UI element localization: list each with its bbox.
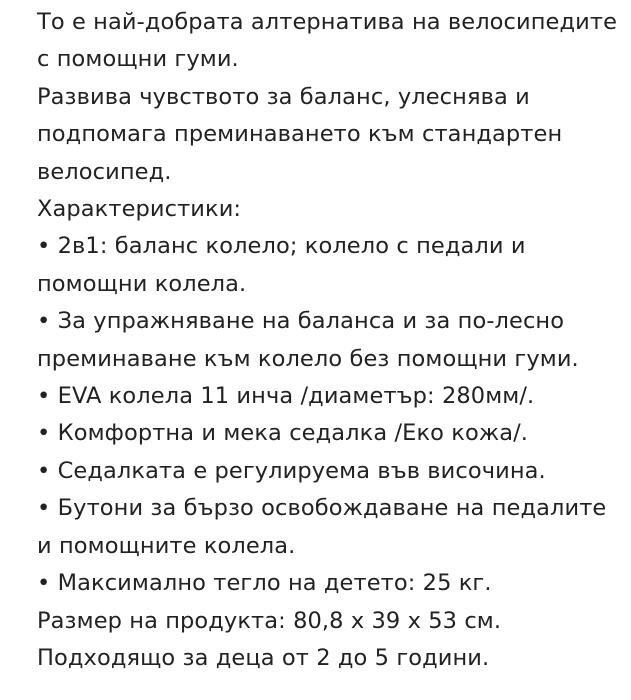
features-heading: Характеристики: (37, 196, 242, 223)
product-description (37, 4, 622, 677)
feature-item: • За упражняване на баланса и за по-лесно преминаване към колело без помощни гуми. (37, 308, 579, 372)
feature-item: • 2в1: баланс колело; колело с педали и помощни колела. (37, 233, 526, 297)
intro-text: То е най-добрата алтернатива на велосипедите с помощни гуми. (37, 9, 618, 73)
feature-item: • Седалката е регулируема във височина. (37, 457, 546, 484)
feature-item: • Бутони за бързо освобождаване на педалите и помощните колела. (37, 495, 607, 559)
product-size-text: Размер на продукта: 80,8 x 39 x 53 см. (37, 607, 502, 634)
benefit-text: Развива чувството за баланс, улеснява и подпомага преминаването към стандартен велосипед. (37, 83, 563, 185)
feature-item: • EVA колела 11 инча /диаметър: 280мм/. (37, 383, 535, 410)
feature-item: • Максимално тегло на детето: 25 кг. (37, 570, 492, 597)
age-range-text: Подходящо за деца от 2 до 5 години. (37, 644, 490, 671)
feature-item: • Комфортна и мека седалка /Еко кожа/. (37, 420, 529, 447)
